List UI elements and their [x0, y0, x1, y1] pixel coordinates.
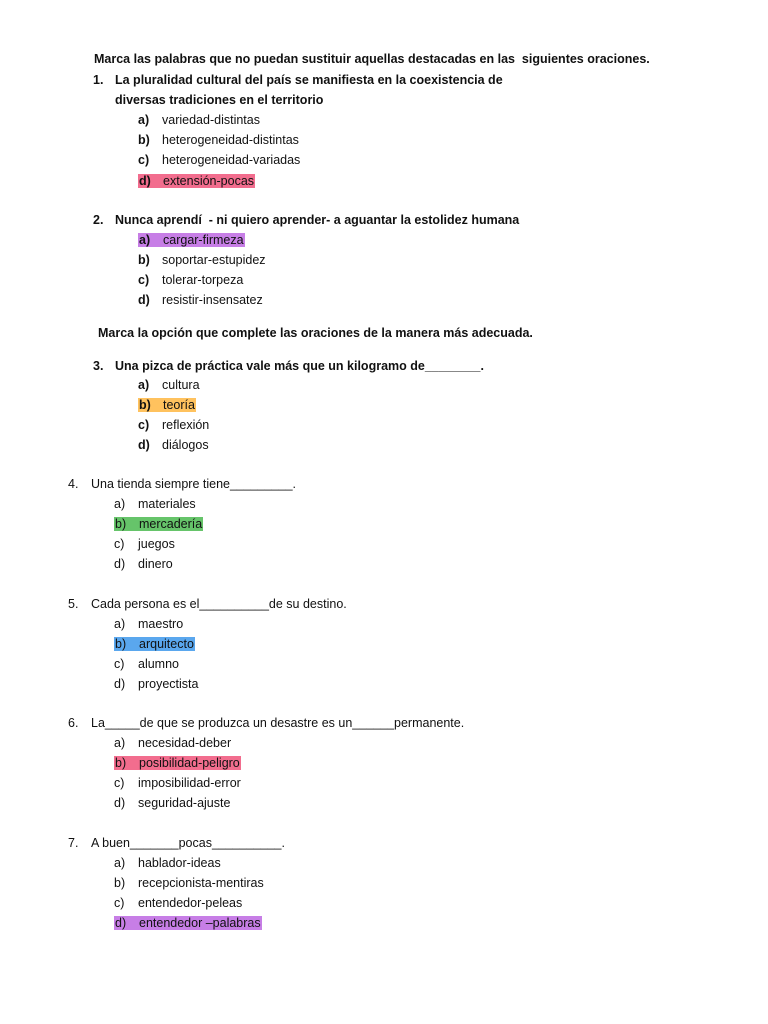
option: a) variedad-distintas: [138, 113, 260, 127]
question-number: 7.: [68, 836, 79, 850]
option-highlighted-answer: b) mercadería: [115, 517, 203, 531]
option: d) diálogos: [138, 438, 209, 452]
instruction-1: Marca las palabras que no puedan sustituir aquellas destacadas en las siguientes oraciones.: [94, 52, 650, 66]
option: d) proyectista: [114, 677, 199, 691]
option: a) materiales: [114, 497, 196, 511]
option: c) alumno: [114, 657, 179, 671]
question-text: Cada persona es el__________de su destino.: [91, 597, 347, 611]
question-number: 6.: [68, 716, 79, 730]
option-highlighted-answer: b) teoría: [139, 398, 195, 412]
option: d) seguridad-ajuste: [114, 796, 231, 810]
option: c) reflexión: [138, 418, 210, 432]
question-number: 4.: [68, 477, 79, 491]
option: c) heterogeneidad-variadas: [138, 153, 301, 167]
option: c) tolerar-torpeza: [138, 273, 244, 287]
question-text: La_____de que se produzca un desastre es un______permanente.: [91, 716, 465, 730]
option: c) imposibilidad-error: [114, 776, 241, 790]
option: a) cultura: [138, 378, 200, 392]
option: d) resistir-insensatez: [138, 293, 263, 307]
question-text-continued: diversas tradiciones en el territorio: [115, 93, 324, 107]
question-number: 5.: [68, 597, 79, 611]
question-text: Una pizca de práctica vale más que un kilogramo de________.: [115, 359, 484, 373]
option: a) hablador-ideas: [114, 856, 221, 870]
question-number: 1.: [93, 73, 104, 87]
question-text: Una tienda siempre tiene_________.: [91, 477, 297, 491]
option: c) entendedor-peleas: [114, 896, 243, 910]
option: c) juegos: [114, 537, 175, 551]
question-text: A buen_______pocas__________.: [91, 836, 285, 850]
option: b) recepcionista-mentiras: [114, 876, 264, 890]
question-text: La pluralidad cultural del país se manifiesta en la coexistencia de: [115, 73, 503, 87]
option: a) maestro: [114, 617, 184, 631]
option-highlighted-answer: a) cargar-firmeza: [139, 233, 244, 247]
option: d) dinero: [114, 557, 173, 571]
option: b) heterogeneidad-distintas: [138, 133, 299, 147]
question-number: 2.: [93, 213, 104, 227]
option-highlighted-answer: b) arquitecto: [115, 637, 194, 651]
option-highlighted-answer: d) entendedor –palabras: [115, 916, 261, 930]
option-highlighted-answer: b) posibilidad-peligro: [115, 756, 240, 770]
option: a) necesidad-deber: [114, 736, 232, 750]
question-number: 3.: [93, 359, 104, 373]
question-text: Nunca aprendí - ni quiero aprender- a aguantar la estolidez humana: [115, 213, 520, 227]
option-highlighted-answer: d) extensión-pocas: [139, 174, 255, 188]
option: b) soportar-estupidez: [138, 253, 266, 267]
instruction-2: Marca la opción que complete las oraciones de la manera más adecuada.: [98, 326, 533, 340]
